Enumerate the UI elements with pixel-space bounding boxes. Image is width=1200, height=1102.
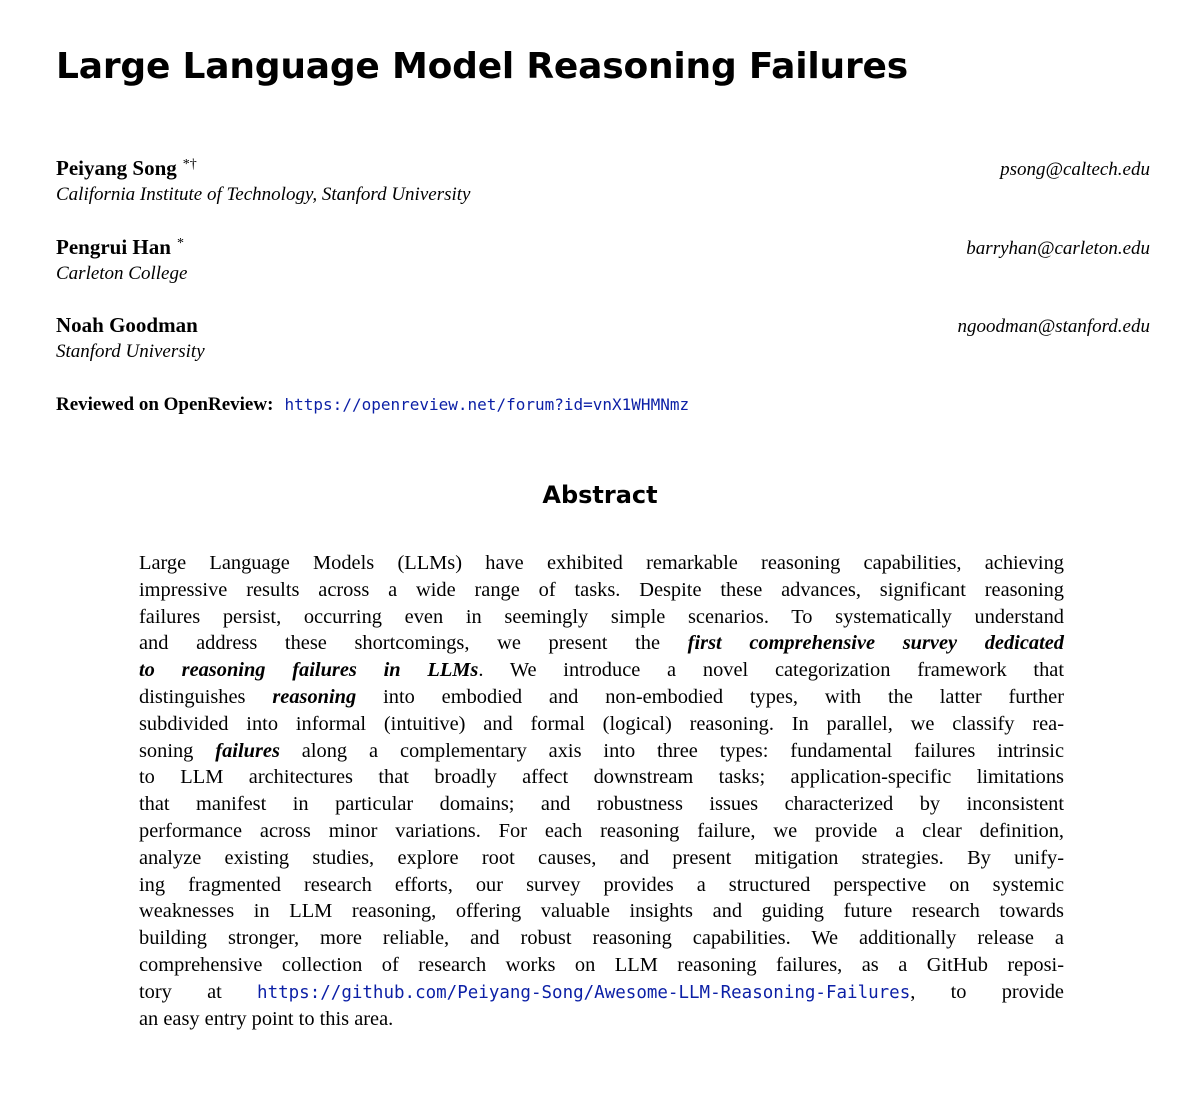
author-line — [56, 235, 1150, 260]
author-block-2 — [56, 235, 1150, 285]
author-name-wrap — [56, 156, 197, 181]
author-line — [56, 313, 1150, 338]
abstract-text: impressive results across a wide range of tasks. Despite these advances, significant reasoning — [139, 578, 1064, 601]
abstract-text: comprehensive collection of research works on LLM reasoning failures, as a GitHub reposi- — [139, 953, 1064, 976]
abstract-emphasis: reasoning — [272, 685, 357, 708]
abstract-emphasis: first comprehensive survey dedicated — [687, 632, 1064, 655]
abstract-line — [139, 604, 1064, 631]
abstract-text: an easy entry point to this area. — [139, 1007, 394, 1030]
abstract-text: performance across minor variations. For each reasoning failure, we provide a clear definition, — [139, 819, 1064, 842]
abstract-line — [139, 818, 1064, 845]
abstract-line — [139, 791, 1064, 818]
abstract-text: ing fragmented research efforts, our survey provides a structured perspective on systemic — [139, 873, 1064, 896]
author-name-wrap — [56, 313, 204, 338]
abstract-heading: Abstract — [542, 481, 658, 509]
abstract-text: subdivided into informal (intuitive) and formal (logical) reasoning. In parallel, we classify rea- — [139, 712, 1064, 735]
author-email[interactable]: barryhan@carleton.edu — [966, 238, 1150, 259]
paper-title: Large Language Model Reasoning Failures — [56, 46, 908, 87]
abstract-text: . We introduce a novel categorization framework that — [478, 659, 1064, 682]
author-affiliation: California Institute of Technology, Stanford University — [56, 184, 471, 205]
author-block-1 — [56, 156, 1150, 206]
abstract-line — [139, 764, 1064, 791]
author-email[interactable]: ngoodman@stanford.edu — [957, 316, 1150, 337]
abstract-text: failures persist, occurring even in seemingly simple scenarios. To systematically understand — [139, 605, 1064, 628]
abstract-text: and address these shortcomings, we present the — [139, 632, 688, 655]
abstract-text: , to provide — [910, 980, 1064, 1003]
abstract-line — [139, 738, 1064, 765]
abstract-line — [139, 952, 1064, 979]
openreview-link[interactable]: https://openreview.net/forum?id=vnX1WHMNmz — [284, 395, 690, 414]
abstract-line — [139, 872, 1064, 899]
abstract-text: along a complementary axis into three types: fundamental failures intrinsic — [279, 739, 1065, 762]
abstract-text: building stronger, more reliable, and robust reasoning capabilities. We additionally release a — [139, 927, 1064, 950]
author-affiliation: Carleton College — [56, 263, 188, 284]
abstract-text: that manifest in particular domains; and robustness issues characterized by inconsistent — [139, 793, 1064, 816]
abstract-line — [139, 979, 1064, 1006]
openreview-line — [56, 394, 689, 416]
abstract-line — [139, 657, 1064, 684]
abstract-line — [139, 898, 1064, 925]
abstract-text: weaknesses in LLM reasoning, offering valuable insights and guiding future research towards — [139, 900, 1064, 923]
abstract-text: analyze existing studies, explore root causes, and present mitigation strategies. By unify- — [139, 846, 1064, 869]
author-name-wrap — [56, 235, 184, 260]
author-footnote-marks: *† — [182, 157, 197, 172]
github-repo-link[interactable]: https://github.com/Peiyang-Song/Awesome-LLM-Reasoning-Failures — [257, 982, 911, 1003]
abstract-text: Large Language Models (LLMs) have exhibited remarkable reasoning capabilities, achieving — [139, 552, 1064, 574]
author-affiliation: Stanford University — [56, 341, 205, 362]
abstract-body — [139, 550, 1064, 1032]
author-line — [56, 156, 1150, 181]
abstract-text: to LLM architectures that broadly affect downstream tasks; application-specific limitations — [139, 766, 1064, 789]
abstract-line — [139, 711, 1064, 738]
author-name: Noah Goodman — [56, 313, 198, 337]
author-name: Pengrui Han — [56, 235, 171, 259]
abstract-line — [139, 684, 1064, 711]
abstract-text: tory at — [139, 980, 258, 1003]
abstract-line — [139, 630, 1064, 657]
abstract-line — [139, 577, 1064, 604]
abstract-text: into embodied and non-embodied types, with the latter further — [356, 685, 1064, 708]
abstract-emphasis: to reasoning failures in LLMs — [139, 659, 479, 682]
abstract-text: distinguishes — [139, 685, 273, 708]
author-email[interactable]: psong@caltech.edu — [1000, 159, 1150, 180]
abstract-line — [139, 550, 1064, 577]
abstract-line — [139, 925, 1064, 952]
abstract-emphasis: failures — [215, 739, 280, 762]
abstract-line — [139, 1006, 1064, 1033]
author-block-3 — [56, 313, 1150, 363]
openreview-label: Reviewed on OpenReview: — [56, 394, 274, 415]
author-name: Peiyang Song — [56, 156, 177, 180]
abstract-text: soning — [139, 739, 216, 762]
author-footnote-marks: * — [176, 236, 184, 251]
abstract-line — [139, 845, 1064, 872]
